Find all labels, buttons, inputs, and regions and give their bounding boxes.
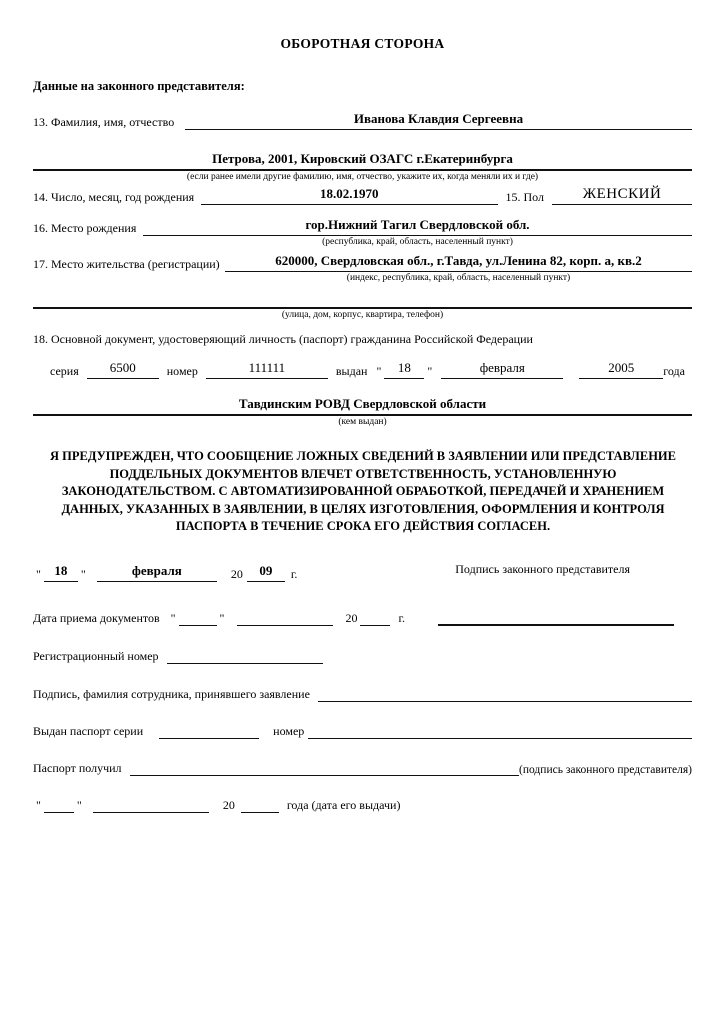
passport-received-caption: (подпись законного представителя): [519, 763, 692, 776]
field-15-line: [552, 185, 692, 205]
received-date-row: [33, 609, 692, 626]
field-16-row: [33, 216, 692, 236]
field-13-line: [185, 110, 692, 130]
field-13-value: Иванова Клавдия Сергеевна: [353, 111, 524, 126]
issued-passport-row: [33, 722, 692, 739]
officer-label: Подпись, фамилия сотрудника, принявшего заявление: [33, 686, 310, 701]
consent-month-line: [97, 562, 217, 582]
field-17-row: [33, 252, 692, 272]
field-17-street-caption: (улица, дом, корпус, квартира, телефон): [281, 310, 444, 320]
close-quote: ": [80, 566, 86, 581]
field-17-caption: (индекс, республика, край, область, населенный пункт): [346, 273, 571, 283]
field-18-series-value: 6500: [109, 360, 136, 375]
passport-received-line: [130, 759, 520, 776]
field-18-number-line: [206, 359, 328, 379]
close-quote: ": [76, 797, 82, 812]
field-18-issuer-value: Тавдинским РОВД Свердловской области: [238, 396, 487, 411]
field-14-value: 18.02.1970: [320, 186, 379, 201]
field-14-15-row: [33, 185, 692, 205]
received-century: 20: [345, 610, 358, 625]
field-14-label: 14. Число, месяц, год рождения: [33, 190, 195, 204]
issue-date-caption: года (дата его выдачи): [286, 797, 401, 812]
field-13-row: [33, 110, 692, 130]
registration-line: [167, 647, 323, 664]
field-18-year-suffix: года: [663, 364, 685, 378]
field-18-number-label: номер: [166, 364, 198, 378]
passport-received-row: [33, 759, 692, 776]
open-quote: ": [170, 610, 176, 625]
issue-year-line: [241, 796, 279, 813]
close-quote: ": [427, 364, 433, 378]
close-quote: ": [219, 610, 225, 625]
received-g-suffix: г.: [398, 610, 406, 625]
received-date-label: Дата приема документов: [33, 610, 160, 625]
field-17-line: [225, 252, 692, 272]
passport-received-label: Паспорт получил: [33, 760, 122, 775]
issued-number-line: [308, 722, 692, 739]
field-18-month-value: февраля: [479, 360, 525, 375]
field-18-issuer-row: [33, 395, 692, 416]
consent-year-line: [247, 562, 285, 582]
consent-month-value: февраля: [131, 562, 182, 578]
field-18-day-line: [384, 359, 424, 379]
field-13-prev-line: [33, 150, 692, 171]
field-13-label: 13. Фамилия, имя, отчество: [33, 115, 175, 129]
consent-signature-label: Подпись законного представителя: [455, 561, 630, 576]
issued-series-line: [159, 722, 259, 739]
consent-year-value: 09: [259, 562, 273, 578]
field-16-line: [143, 216, 692, 236]
field-13-prev-caption-row: [33, 171, 692, 183]
issued-series-label: Выдан паспорт серии: [33, 723, 144, 738]
received-year-line: [360, 609, 390, 626]
field-13-prev-row: [33, 150, 692, 171]
field-18-issuer-line: [33, 395, 692, 416]
open-quote: ": [36, 566, 41, 581]
consent-century: 20: [230, 566, 243, 581]
field-17-value: 620000, Свердловская обл., г.Тавда, ул.Ленина 82, корп. а, кв.2: [275, 253, 642, 268]
field-18-year-value: 2005: [608, 360, 635, 375]
representative-signature-line: [438, 609, 674, 626]
field-18-issued-label: выдан: [335, 364, 368, 378]
officer-line: [318, 685, 692, 702]
open-quote: ": [36, 797, 41, 812]
open-quote: ": [376, 364, 382, 378]
officer-row: [33, 685, 692, 702]
field-18-issuer-caption: (кем выдан): [338, 417, 387, 427]
field-18-series-label: серия: [50, 364, 79, 378]
page-title: ОБОРОТНАЯ СТОРОНА: [280, 36, 445, 51]
issue-month-line: [93, 796, 209, 813]
issue-century: 20: [222, 797, 235, 812]
warning-text: Я ПРЕДУПРЕЖДЕН, ЧТО СООБЩЕНИЕ ЛОЖНЫХ СВЕДЕНИЙ В ЗАЯВЛЕНИИ ИЛИ ПРЕДСТАВЛЕНИЕ ПОДДЕЛЬНЫХ ДОКУМЕНТОВ ВЛЕЧЕТ ОТВЕТСТВЕННОСТЬ, УСТАНОВЛЕННУЮ ЗАКОНОДАТЕЛЬСТВОМ. С АВТОМАТИЗИРОВАННОЙ ОБРАБОТКОЙ, ПЕРЕДАЧЕЙ И ХРАНЕНИЕМ ДАННЫХ, УКАЗАННЫХ В ЗАЯВЛЕНИИ, В ЦЕЛЯХ ИЗГОТОВЛЕНИЯ, ОФОРМЛЕНИЯ И КОНТРОЛЯ ПАСПОРТА В ТЕЧЕНИЕ СРОКА ЕГО ДЕЙСТВИЯ СОГЛАСЕН.: [50, 449, 676, 533]
field-18-label: 18. Основной документ, удостоверяющий личность (паспорт) гражданина Российской Федерации: [33, 332, 533, 346]
field-18-number-value: 111111: [248, 360, 286, 375]
field-18-passport-row: [33, 359, 692, 379]
section-heading: Данные на законного представителя:: [33, 79, 245, 93]
field-18-day-value: 18: [397, 360, 411, 375]
consent-day-value: 18: [54, 562, 68, 578]
consent-day-line: [44, 562, 78, 582]
field-13-prev-caption: (если ранее имели другие фамилию, имя, отчество, укажите их, когда меняли их и где): [186, 172, 539, 182]
issued-number-label: номер: [273, 723, 305, 738]
registration-label: Регистрационный номер: [33, 648, 159, 663]
field-18-series-line: [87, 359, 159, 379]
field-17-street-caption-row: [33, 309, 692, 321]
field-17-caption-row: [33, 272, 692, 284]
field-15-value: ЖЕНСКИЙ: [582, 186, 662, 202]
field-18-issuer-caption-row: [33, 416, 692, 428]
received-month-line: [237, 609, 333, 626]
consent-year-suffix: г.: [290, 566, 298, 581]
consent-row: [33, 562, 692, 582]
field-18-year-line: [579, 359, 663, 379]
field-17-label: 17. Место жительства (регистрации): [33, 257, 220, 271]
issue-date-row: [33, 796, 692, 813]
field-16-value: гор.Нижний Тагил Свердловской обл.: [305, 217, 530, 232]
field-16-caption-row: [33, 236, 692, 248]
registration-row: [33, 647, 692, 664]
field-15-label: 15. Пол: [505, 190, 544, 204]
field-18-month-line: [441, 359, 563, 379]
field-14-line: [201, 185, 498, 205]
field-13-prev-value: Петрова, 2001, Кировский ОЗАГС г.Екатеринбурга: [212, 151, 513, 166]
field-16-label: 16. Место рождения: [33, 221, 137, 235]
field-16-caption: (республика, край, область, населенный пункт): [322, 237, 513, 247]
received-day-line: [179, 609, 217, 626]
issue-day-line: [44, 796, 74, 813]
